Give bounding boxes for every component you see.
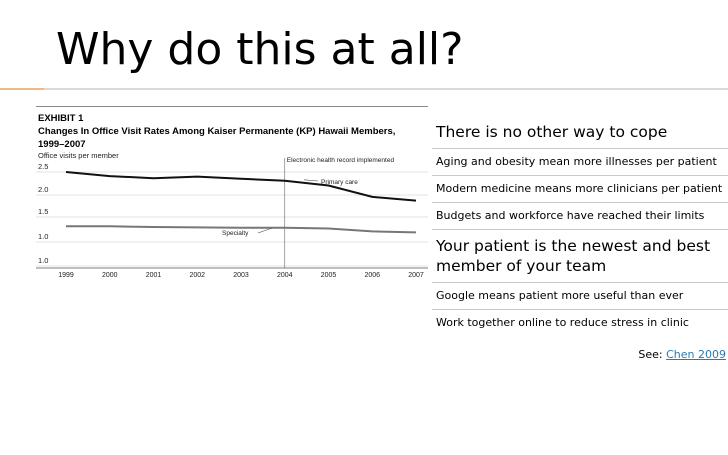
line-chart [36, 106, 428, 284]
bullet-item: There is no other way to cope [432, 116, 728, 149]
bullet-item: Google means patient more useful than ever [432, 283, 728, 310]
bullet-item: Aging and obesity mean more illnesses per patient [432, 149, 728, 176]
exhibit-figure [36, 106, 428, 284]
bullet-item: Budgets and workforce have reached their limits [432, 203, 728, 230]
x-tick-label: 2001 [145, 272, 162, 279]
x-tick-label: 2003 [233, 272, 249, 279]
y-tick-label: 2.0 [38, 185, 49, 194]
citation-link[interactable]: Chen 2009 [666, 348, 726, 361]
x-tick-label: 1999 [58, 272, 74, 279]
exhibit-title-line2: 1999–2007 [38, 139, 86, 150]
exhibit-label: EXHIBIT 1 [38, 113, 84, 124]
x-tick-label: 2005 [320, 272, 337, 279]
y-tick-label: 1.5 [38, 207, 49, 216]
title-divider-rule [44, 88, 728, 90]
series-line-primary-care [66, 172, 416, 201]
x-tick-label: 2007 [408, 272, 424, 279]
bullet-item: Your patient is the newest and best member of your team [432, 230, 728, 283]
x-tick-label: 2004 [276, 272, 293, 279]
exhibit-title-line1: Changes In Office Visit Rates Among Kaiser Permanente (KP) Hawaii Members, [38, 126, 396, 137]
y-axis-label: Office visits per member [38, 151, 119, 160]
primary-care-label: Primary care [321, 179, 358, 186]
x-tick-label: 2002 [189, 272, 206, 279]
x-tick-label: 2000 [101, 272, 118, 279]
y-tick-label: 1.0 [38, 232, 49, 241]
y-tick-label: 2.5 [38, 162, 49, 171]
citation-prefix: See: [638, 348, 667, 361]
title-accent-rule [0, 88, 44, 90]
y-tick-label: 1.0 [38, 256, 49, 265]
bullet-item: Work together online to reduce stress in clinic [436, 316, 689, 329]
citation [638, 348, 726, 361]
bullet-item: Modern medicine means more clinicians per patient [432, 176, 728, 203]
primary-care-leader [304, 180, 318, 181]
event-annotation: Electronic health record implemented [286, 157, 395, 164]
slide-title: Why do this at all? [56, 24, 464, 75]
x-tick-label: 2006 [364, 272, 381, 279]
bullet-list [432, 116, 728, 336]
specialty-label: Specialty [222, 230, 249, 237]
